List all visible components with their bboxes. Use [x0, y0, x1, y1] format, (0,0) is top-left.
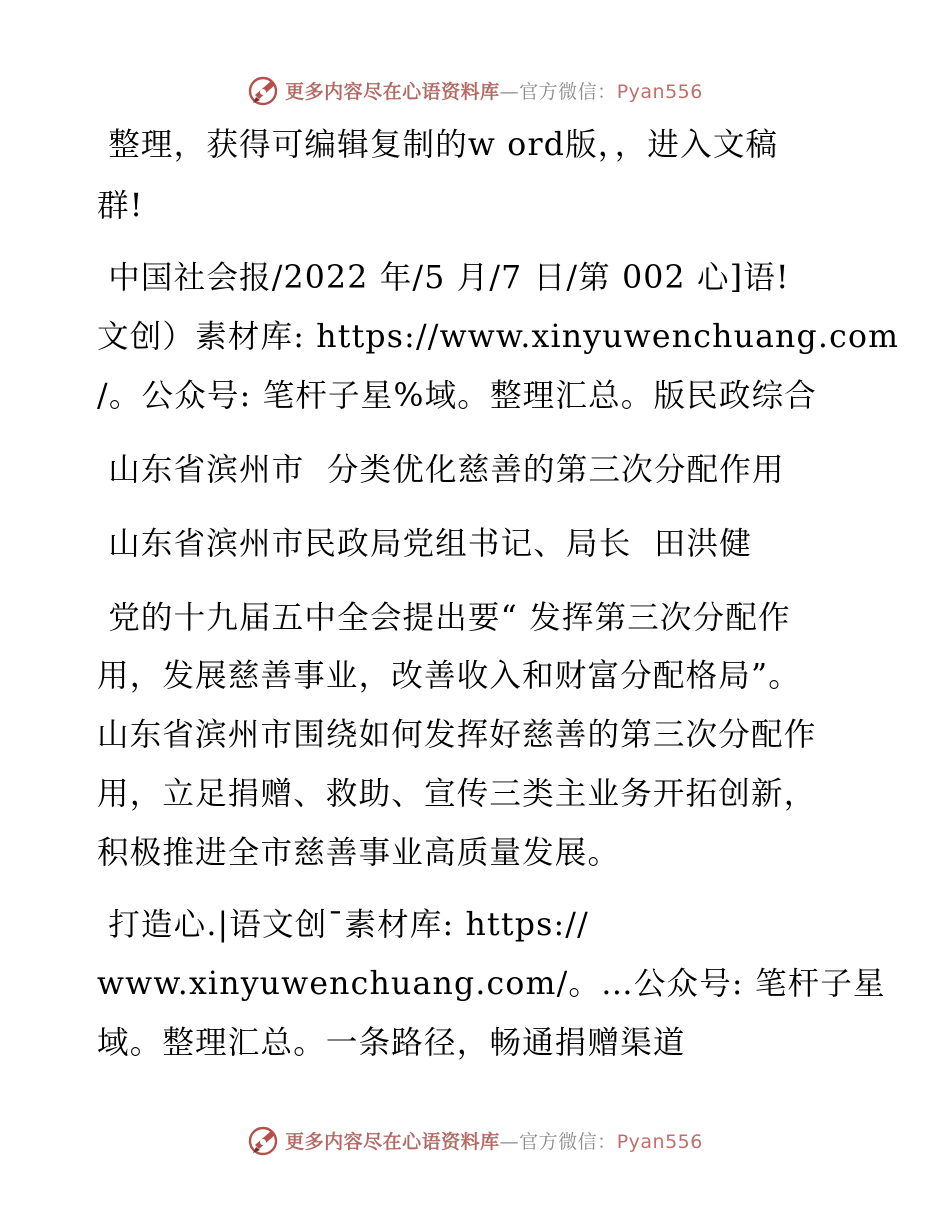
header-watermark-banner — [0, 70, 950, 110]
header-banner-text: 更多内容尽在心语资料库—官方微信：Pyan556 — [285, 80, 703, 103]
article-author: 山东省滨州市民政局党组书记、局长 田洪健 — [97, 526, 752, 562]
body-line: 用，立足捐赠、救助、宣传三类主业务开拓创新， — [97, 776, 817, 812]
section-heading-line: 域。整理汇总。一条路径，畅通捐赠渠道 — [97, 1025, 686, 1061]
body-line: 党的十九届五中全会提出要“ 发挥第三次分配作 — [97, 600, 791, 636]
body-line: 中国社会报/2022 年/5 月/7 日/第 002 心]语! — [97, 260, 790, 296]
section-heading-line: 打造心.|语文创¯素材库: https:// — [97, 907, 589, 943]
body-line: 用，发展慈善事业，改善收入和财富分配格局”。 — [97, 658, 802, 694]
body-line: 山东省滨州市围绕如何发挥好慈善的第三次分配作 — [97, 717, 817, 753]
article-title: 山东省滨州市 分类优化慈善的第三次分配作用 — [97, 452, 785, 488]
body-line: 积极推进全市慈善事业高质量发展。 — [97, 835, 621, 871]
footer-watermark-banner — [0, 1120, 950, 1160]
body-line: 群! — [97, 188, 144, 224]
body-line: 整理，获得可编辑复制的w ord版，，进入文稿 — [97, 127, 779, 163]
body-line: 文创）素材库: https://www.xinyuwenchuang.com — [97, 319, 900, 355]
pen-logo-icon — [247, 73, 281, 107]
pen-logo-icon — [247, 1123, 281, 1157]
body-line: /。公众号: 笔杆子星%域。整理汇总。版民政综合 — [97, 378, 817, 414]
section-heading-line: www.xinyuwenchuang.com/。…公众号: 笔杆子星 — [97, 966, 886, 1002]
footer-banner-text: 更多内容尽在心语资料库—官方微信：Pyan556 — [285, 1130, 703, 1153]
